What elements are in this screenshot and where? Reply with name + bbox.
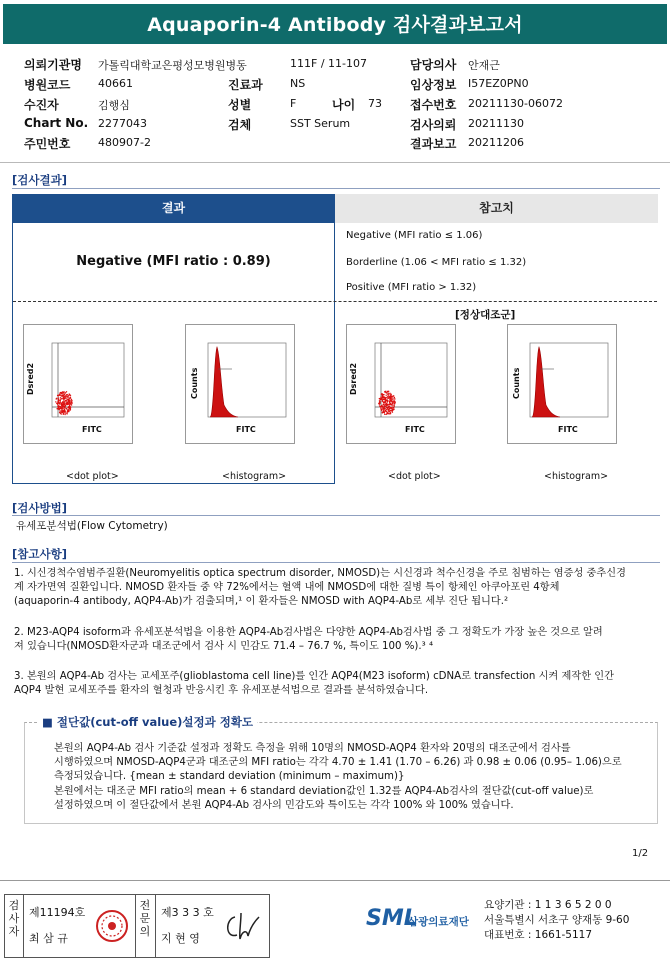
scatter-dot	[392, 409, 393, 410]
cutoff-title: ■ 절단값(cut-off value)설정과 정확도	[38, 714, 257, 730]
sml-logo-text: SML	[366, 906, 418, 931]
cutoff-line: 시행하였으며 NMOSD-AQP4군과 대조군의 MFI ratio는 각각 4.70 ± 1.41 (1.70 – 6.26) 과 0.98 ± 0.06 (0.95– 1.06)으로	[54, 757, 622, 769]
page-number: 1/2	[632, 848, 649, 859]
scatter-dot	[382, 394, 383, 395]
report-label: 결과보고	[410, 137, 457, 151]
scatter-dot	[69, 399, 70, 400]
scatter-dot	[383, 402, 384, 403]
signature-icon	[223, 909, 263, 945]
control-dot-plot	[346, 324, 456, 444]
section-underline	[12, 515, 660, 516]
scatter-dot	[386, 407, 387, 408]
scatter-dot	[55, 401, 56, 402]
scatter-dot	[64, 393, 65, 394]
scatter-dot	[387, 403, 388, 404]
scatter-dot	[63, 392, 64, 393]
hospital-code: 40661	[98, 77, 133, 90]
scatter-dot	[392, 406, 393, 407]
scatter-dot	[390, 400, 391, 401]
ref-borderline: Borderline (1.06 < MFI ratio ≤ 1.32)	[346, 257, 527, 268]
requester: 가톨릭대학교은평성모병원병동	[98, 59, 247, 72]
scatter-dot	[388, 397, 389, 398]
scatter-dot	[64, 414, 65, 415]
scatter-dot	[62, 406, 63, 407]
scatter-dot	[62, 402, 63, 403]
scatter-dot	[67, 400, 68, 401]
test-request: 20211130	[468, 117, 524, 130]
scatter-dot	[391, 395, 392, 396]
doctor: 안재근	[468, 59, 500, 72]
org-info	[484, 898, 629, 943]
x-axis-label: FITC	[405, 425, 425, 434]
scatter-dot	[68, 406, 69, 407]
scatter-dot	[386, 392, 387, 393]
scatter-dot	[390, 413, 391, 414]
scatter-dot	[70, 403, 71, 404]
method-section-title: [검사방법]	[12, 501, 67, 515]
divider	[23, 895, 24, 957]
scatter-dot	[390, 412, 391, 413]
scatter-dot	[65, 395, 66, 396]
section-underline	[12, 188, 660, 189]
scatter-dot	[393, 409, 394, 410]
footer	[0, 880, 670, 957]
footer-divider	[0, 880, 670, 881]
scatter-dot	[384, 412, 385, 413]
scatter-dot	[67, 396, 68, 397]
scatter-dot	[381, 409, 382, 410]
y-axis-label: Counts	[512, 367, 521, 399]
scatter-dot	[70, 408, 71, 409]
scatter-dot	[388, 410, 389, 411]
cutoff-line: 본원의 AQP4-Ab 검사 기준값 설정과 정확도 측정을 위해 10명의 NMOSD-AQP4 환자와 20명의 대조군에서 검사를	[54, 743, 571, 754]
dot-plot-graphic	[347, 325, 455, 443]
cutoff-text	[54, 742, 644, 813]
note-1	[14, 567, 658, 610]
scatter-dot	[379, 404, 380, 405]
patient-label: 수진자	[24, 98, 59, 112]
scatter-dot	[387, 400, 388, 401]
scatter-dot	[71, 401, 72, 402]
scatter-dot	[390, 403, 391, 404]
note-line: (aquaporin-4 antibody, AQP4-Ab)가 검출되며,¹ 이 환자들은 NMOSD with AQP4-Ab로 세부 진단 됩니다.²	[14, 596, 509, 608]
sml-logo	[366, 906, 469, 931]
scatter-dot	[57, 406, 58, 407]
scatter-dot	[61, 402, 62, 403]
scatter-dot	[68, 395, 69, 396]
y-axis-label: Dsred2	[26, 362, 35, 395]
specialist-number: 제3 3 3 호	[161, 906, 214, 919]
scatter-dot	[56, 398, 57, 399]
receipt: 20211130-06072	[468, 97, 563, 110]
control-histogram	[507, 324, 617, 444]
y-axis-label: Counts	[190, 367, 199, 399]
scatter-dot	[57, 408, 58, 409]
scatter-dot	[394, 403, 395, 404]
examiner-seal-icon	[95, 909, 129, 943]
scatter-dot	[379, 401, 380, 402]
scatter-dot	[388, 407, 389, 408]
scatter-dot	[66, 403, 67, 404]
scatter-dot	[383, 404, 384, 405]
scatter-dot	[388, 411, 389, 412]
scatter-dot	[63, 410, 64, 411]
scatter-dot	[64, 398, 65, 399]
cutoff-line: 본원에서는 대조군 MFI ratio의 mean + 6 standard deviation값인 1.32를 AQP4-Ab검사의 절단값(cut-off value)로	[54, 785, 594, 797]
test-request-label: 검사의뢰	[410, 118, 457, 132]
scatter-dot	[393, 395, 394, 396]
scatter-dot	[61, 409, 62, 410]
scatter-dot	[388, 409, 389, 410]
patient-histogram	[185, 324, 295, 444]
dept-label: 진료과	[228, 78, 263, 92]
sex: F	[290, 97, 297, 110]
scatter-dot	[65, 412, 66, 413]
scatter-dot	[390, 404, 391, 405]
sml-org-name: 삼광의료재단	[408, 916, 469, 928]
id-label: 주민번호	[24, 137, 71, 151]
scatter-dot	[382, 401, 383, 402]
hospital-code-label: 병원코드	[24, 78, 71, 92]
report-title: Aquaporin-4 Antibody 검사결과보고서	[3, 4, 667, 44]
scatter-dot	[68, 402, 69, 403]
scatter-dot	[61, 393, 62, 394]
dept: NS	[290, 77, 306, 90]
histogram-caption: <histogram>	[222, 471, 287, 482]
scatter-dot	[63, 405, 64, 406]
clinical: I57EZ0PN0	[468, 77, 529, 90]
scatter-dot	[385, 402, 386, 403]
divider	[155, 895, 156, 957]
results-section-title: [검사결과]	[12, 173, 67, 187]
scatter-dot	[58, 400, 59, 401]
scatter-dot	[384, 407, 385, 408]
clinical-label: 임상정보	[410, 78, 457, 92]
cutoff-line: 측정되었습니다. {mean ± standard deviation (minimum – maximum)}	[54, 771, 405, 783]
note-line: 2. M23-AQP4 isoform과 유세포분석법을 이용한 AQP4-Ab검사법은 다양한 AQP4-Ab검사법 중 그 정확도가 가장 높은 것으로 알려	[14, 627, 603, 638]
receipt-label: 접수번호	[410, 98, 457, 112]
org-address: 서울특별시 서초구 양재동 9-60	[484, 914, 630, 926]
scatter-dot	[389, 396, 390, 397]
org-code: 요양기관 : 1 1 3 6 5 2 0 0	[484, 899, 612, 911]
scatter-dot	[381, 406, 382, 407]
scatter-dot	[71, 399, 72, 400]
signature-box	[4, 894, 270, 958]
scatter-dot	[66, 391, 67, 392]
scatter-dot	[72, 402, 73, 403]
scatter-dot	[58, 399, 59, 400]
scatter-dot	[59, 402, 60, 403]
scatter-dot	[378, 403, 379, 404]
scatter-dot	[66, 400, 67, 401]
scatter-dot	[393, 398, 394, 399]
scatter-dot	[63, 399, 64, 400]
scatter-dot	[59, 411, 60, 412]
doctor-label: 담당의사	[410, 58, 457, 72]
result-column-header: 결과	[12, 194, 335, 223]
scatter-dot	[68, 404, 69, 405]
patient: 김행심	[98, 99, 130, 112]
examiner-number: 제11194호	[29, 906, 86, 919]
scatter-dot	[391, 407, 392, 408]
dot-plot-caption: <dot plot>	[66, 471, 119, 482]
scatter-dot	[391, 398, 392, 399]
scatter-dot	[56, 403, 57, 404]
scatter-dot	[387, 391, 388, 392]
note-line: 져 있습니다(NMOSD환자군과 대조군에서 검사 시 민감도 71.4 – 76.7 %, 특이도 100 %).³ ⁴	[14, 641, 434, 653]
scatter-dot	[382, 397, 383, 398]
scatter-dot	[390, 394, 391, 395]
scatter-dot	[60, 397, 61, 398]
scatter-dot	[62, 411, 63, 412]
chart: 2277043	[98, 117, 147, 130]
note-line: 1. 시신경척수염범주질환(Neuromyelitis optica spectrum disorder, NMOSD)는 시신경과 척수신경을 주로 침범하는 염증성 중추신경	[14, 568, 626, 579]
scatter-dot	[389, 406, 390, 407]
age: 73	[368, 97, 382, 110]
specimen: SST Serum	[290, 117, 351, 130]
chart-label: Chart No.	[24, 116, 89, 130]
examiner-label: 검사자	[8, 899, 20, 938]
sex-label: 성별	[228, 98, 252, 112]
scatter-dot	[62, 396, 63, 397]
dot-plot-graphic	[24, 325, 132, 443]
y-axis-label: Dsred2	[349, 362, 358, 395]
requester-label: 의뢰기관명	[24, 58, 82, 72]
scatter-dot	[383, 406, 384, 407]
specialist-label: 전문의	[139, 899, 151, 938]
scatter-dot	[70, 395, 71, 396]
scatter-dot	[386, 409, 387, 410]
scatter-dot	[65, 407, 66, 408]
scatter-dot	[58, 408, 59, 409]
scatter-dot	[64, 401, 65, 402]
note-2	[14, 626, 658, 654]
note-line: 3. 본원의 AQP4-Ab 검사는 교세포주(glioblastoma cell line)를 인간 AQP4(M23 isoform) cDNA로 transfection 시켜 제작한 인간	[14, 671, 614, 682]
divider	[0, 162, 670, 163]
notes-section-title: [참고사항]	[12, 547, 67, 561]
scatter-dot	[389, 393, 390, 394]
scatter-dot	[379, 406, 380, 407]
scatter-dot	[393, 401, 394, 402]
scatter-dot	[69, 398, 70, 399]
patient-dot-plot	[23, 324, 133, 444]
scatter-dot	[383, 410, 384, 411]
note-line: 계 자가면역 질환입니다. NMOSD 환자들 중 약 72%에서는 혈액 내에 NMOSD에 대한 질병 특이 항체인 아쿠아포린 4항체	[14, 582, 560, 594]
patient-info	[24, 56, 664, 156]
scatter-dot	[387, 413, 388, 414]
report-date: 20211206	[468, 136, 524, 149]
scatter-dot	[68, 409, 69, 410]
scatter-dot	[58, 395, 59, 396]
scatter-dot	[384, 414, 385, 415]
scatter-dot	[394, 397, 395, 398]
scatter-dot	[386, 395, 387, 396]
note-3	[14, 670, 658, 698]
scatter-dot	[385, 414, 386, 415]
scatter-dot	[67, 411, 68, 412]
ref-negative: Negative (MFI ratio ≤ 1.06)	[346, 230, 483, 241]
x-axis-label: FITC	[558, 425, 578, 434]
scatter-dot	[60, 400, 61, 401]
scatter-dot	[65, 405, 66, 406]
specialist-name: 지 현 영	[161, 932, 200, 945]
scatter-dot	[58, 402, 59, 403]
org-phone: 대표번호 : 1661-5117	[484, 929, 593, 941]
scatter-dot	[63, 412, 64, 413]
scatter-dot	[379, 398, 380, 399]
scatter-dot	[64, 404, 65, 405]
reference-column-header: 참고치	[335, 194, 658, 223]
x-axis-label: FITC	[236, 425, 256, 434]
scatter-dot	[67, 412, 68, 413]
note-line: AQP4 발현 교세포주를 환자의 혈청과 반응시킨 후 유세포분석법으로 결과를 분석하였습니다.	[14, 685, 429, 697]
ref-positive: Positive (MFI ratio > 1.32)	[346, 282, 477, 293]
divider	[135, 895, 136, 957]
examiner-name: 최 삼 규	[29, 932, 68, 945]
scatter-dot	[60, 407, 61, 408]
scatter-dot	[64, 408, 65, 409]
scatter-dot	[384, 411, 385, 412]
dashed-divider	[13, 301, 657, 302]
scatter-dot	[67, 399, 68, 400]
scatter-dot	[66, 394, 67, 395]
result-value: Negative (MFI ratio : 0.89)	[76, 254, 271, 269]
scatter-dot	[392, 411, 393, 412]
scatter-dot	[385, 397, 386, 398]
scatter-dot	[64, 403, 65, 404]
scatter-dot	[61, 413, 62, 414]
scatter-dot	[382, 407, 383, 408]
id-number: 480907-2	[98, 136, 151, 149]
scatter-dot	[59, 393, 60, 394]
x-axis-label: FITC	[82, 425, 102, 434]
ward: 111F / 11-107	[290, 57, 367, 70]
section-underline	[12, 562, 660, 563]
scatter-dot	[391, 401, 392, 402]
scatter-dot	[387, 396, 388, 397]
method-text: 유세포분석법(Flow Cytometry)	[16, 520, 168, 532]
age-label: 나이	[332, 98, 356, 112]
scatter-dot	[58, 397, 59, 398]
scatter-dot	[389, 401, 390, 402]
normal-control-label: [정상대조군]	[455, 309, 516, 321]
dot-plot-caption: <dot plot>	[388, 471, 441, 482]
scatter-dot	[388, 394, 389, 395]
cutoff-line: 설정하였으며 이 절단값에서 본원 AQP4-Ab 검사의 민감도와 특이도는 각각 100% 와 100% 였습니다.	[54, 799, 514, 811]
specimen-label: 검체	[228, 118, 252, 132]
histogram-caption: <histogram>	[544, 471, 609, 482]
scatter-dot	[385, 391, 386, 392]
scatter-dot	[59, 403, 60, 404]
scatter-dot	[393, 404, 394, 405]
